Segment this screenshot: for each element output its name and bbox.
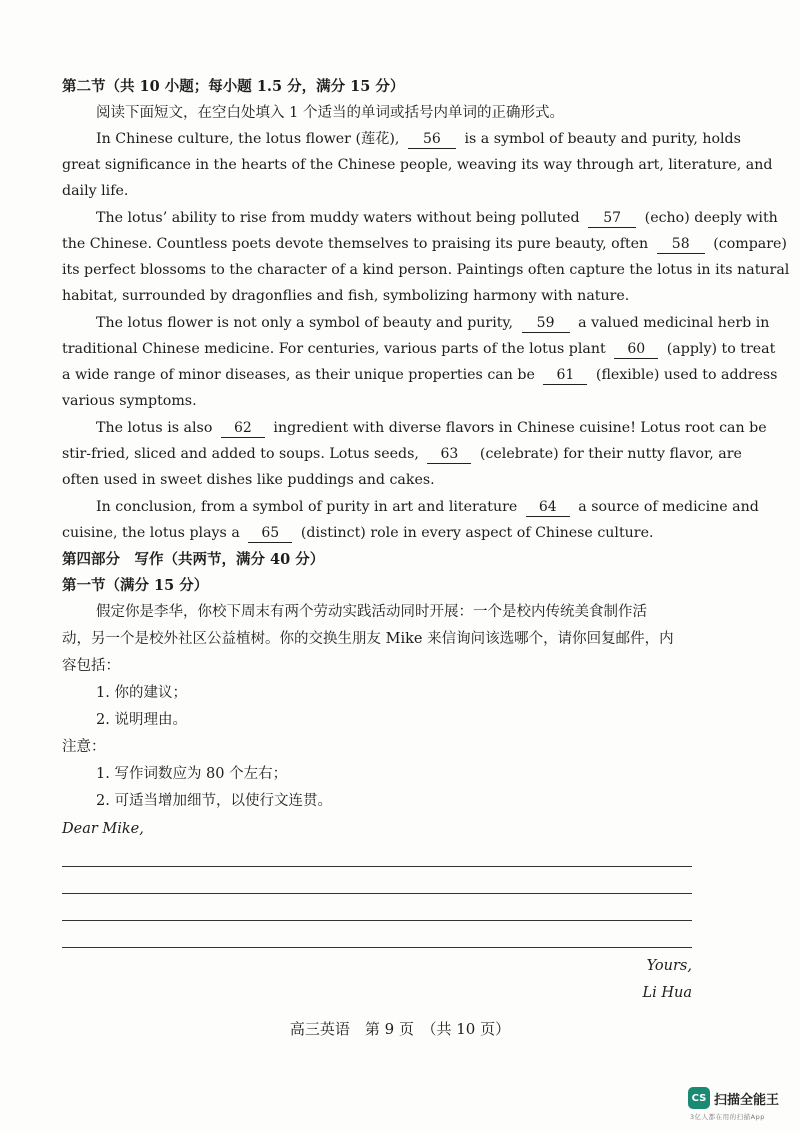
note-heading: 注意： bbox=[62, 739, 106, 755]
blank-60[interactable]: 60 bbox=[614, 340, 658, 359]
scanner-logo bbox=[688, 1086, 779, 1110]
p3-text-l3a: a wide range of minor diseases, as their unique properties can be bbox=[62, 367, 535, 383]
p2-line3: its perfect blossoms to the character of a kind person. Paintings often capture the lotus in its natural bbox=[62, 262, 790, 278]
p5-text-c: a source of medicine and bbox=[578, 499, 759, 515]
part4-heading: 第四部分 写作（共两节，满分 40 分） bbox=[62, 551, 325, 568]
blank-59[interactable]: 59 bbox=[522, 314, 570, 333]
note-1: 1. 写作词数应为 80 个左右； bbox=[96, 766, 288, 782]
prompt-line3: 容包括： bbox=[62, 658, 120, 674]
writing-line-2[interactable] bbox=[62, 893, 692, 894]
writing-line-4[interactable] bbox=[62, 947, 692, 948]
p3-line2 bbox=[62, 340, 776, 359]
requirement-1: 1. 你的建议； bbox=[96, 685, 187, 701]
p5-text-a: In conclusion, from a symbol of purity in art and literature bbox=[96, 499, 518, 515]
p3-text-c: a valued medicinal herb in bbox=[578, 315, 770, 331]
p2-text-c: (echo) deeply with bbox=[644, 210, 778, 226]
p3-line1 bbox=[96, 314, 770, 333]
blank-57[interactable]: 57 bbox=[588, 209, 636, 228]
p3-text-l2c: (apply) to treat bbox=[666, 341, 776, 357]
p4-text-a: The lotus is also bbox=[96, 420, 213, 436]
blank-65[interactable]: 65 bbox=[248, 524, 292, 543]
p4-text-c: ingredient with diverse flavors in Chinese cuisine! Lotus root can be bbox=[273, 420, 767, 436]
p2-text-l2a: the Chinese. Countless poets devote themselves to praising its pure beauty, often bbox=[62, 236, 649, 252]
p1-line3: daily life. bbox=[62, 183, 129, 199]
blank-56[interactable]: 56 bbox=[408, 130, 456, 149]
p5-text-l2c: (distinct) role in every aspect of Chinese culture. bbox=[300, 525, 654, 541]
scanner-name: 扫描全能王 bbox=[714, 1092, 780, 1108]
p3-line3 bbox=[62, 366, 778, 385]
p2-line4: habitat, surrounded by dragonflies and fish, symbolizing harmony with nature. bbox=[62, 288, 630, 304]
blank-58[interactable]: 58 bbox=[657, 235, 705, 254]
p4-text-l2c: (celebrate) for their nutty flavor, are bbox=[479, 446, 742, 462]
p4-line1 bbox=[96, 419, 767, 438]
p1-line1 bbox=[96, 130, 741, 149]
page-footer: 高三英语 第 9 页 （共 10 页） bbox=[289, 1020, 511, 1038]
part4-sub1: 第一节（满分 15 分） bbox=[62, 577, 209, 594]
blank-64[interactable]: 64 bbox=[526, 498, 570, 517]
p4-line3: often used in sweet dishes like puddings and cakes. bbox=[62, 472, 435, 488]
p1-line2: great significance in the hearts of the Chinese people, weaving its way through art, literature, and bbox=[62, 157, 773, 173]
scanner-badge-icon: CS bbox=[688, 1087, 710, 1109]
note-2: 2. 可适当增加细节，以使行文连贯。 bbox=[96, 793, 332, 809]
p2-line1 bbox=[96, 209, 778, 228]
prompt-line1: 假定你是李华，你校下周末有两个劳动实践活动同时开展：一个是校内传统美食制作活 bbox=[96, 604, 647, 620]
requirement-2: 2. 说明理由。 bbox=[96, 712, 187, 728]
p3-text-l3c: (flexible) used to address bbox=[595, 367, 778, 383]
p2-text-l2c: (compare) bbox=[713, 236, 787, 252]
p4-line2 bbox=[62, 445, 742, 464]
p5-line2 bbox=[62, 524, 692, 543]
p1-text-a: In Chinese culture, the lotus flower (莲花), bbox=[96, 131, 400, 147]
p5-text-l2a: cuisine, the lotus plays a bbox=[62, 525, 240, 541]
signature: Li Hua bbox=[642, 985, 692, 1001]
scanner-tagline: 3亿人都在用的扫描App bbox=[690, 1113, 765, 1121]
writing-line-1[interactable] bbox=[62, 866, 692, 867]
writing-line-3[interactable] bbox=[62, 920, 692, 921]
blank-63[interactable]: 63 bbox=[427, 445, 471, 464]
section-heading: 第二节（共 10 小题；每小题 1.5 分，满分 15 分） bbox=[62, 78, 405, 95]
p1-text-c: is a symbol of beauty and purity, holds bbox=[464, 131, 741, 147]
p5-line1 bbox=[96, 498, 759, 517]
instruction: 阅读下面短文，在空白处填入 1 个适当的单词或括号内单词的正确形式。 bbox=[96, 105, 564, 121]
blank-62[interactable]: 62 bbox=[221, 419, 265, 438]
p2-line2 bbox=[62, 235, 787, 254]
prompt-line2: 动，另一个是校外社区公益植树。你的交换生朋友 Mike 来信询问该选哪个，请你回复邮件，内 bbox=[62, 631, 674, 647]
p3-text-a: The lotus flower is not only a symbol of beauty and purity, bbox=[96, 315, 514, 331]
p4-text-l2a: stir-fried, sliced and added to soups. Lotus seeds, bbox=[62, 446, 419, 462]
blank-61[interactable]: 61 bbox=[543, 366, 587, 385]
p3-text-l2a: traditional Chinese medicine. For centuries, various parts of the lotus plant bbox=[62, 341, 606, 357]
salutation: Dear Mike, bbox=[62, 821, 144, 837]
p3-line4: various symptoms. bbox=[62, 393, 197, 409]
p2-text-a: The lotus’ ability to rise from muddy waters without being polluted bbox=[96, 210, 580, 226]
closing: Yours, bbox=[646, 958, 692, 974]
